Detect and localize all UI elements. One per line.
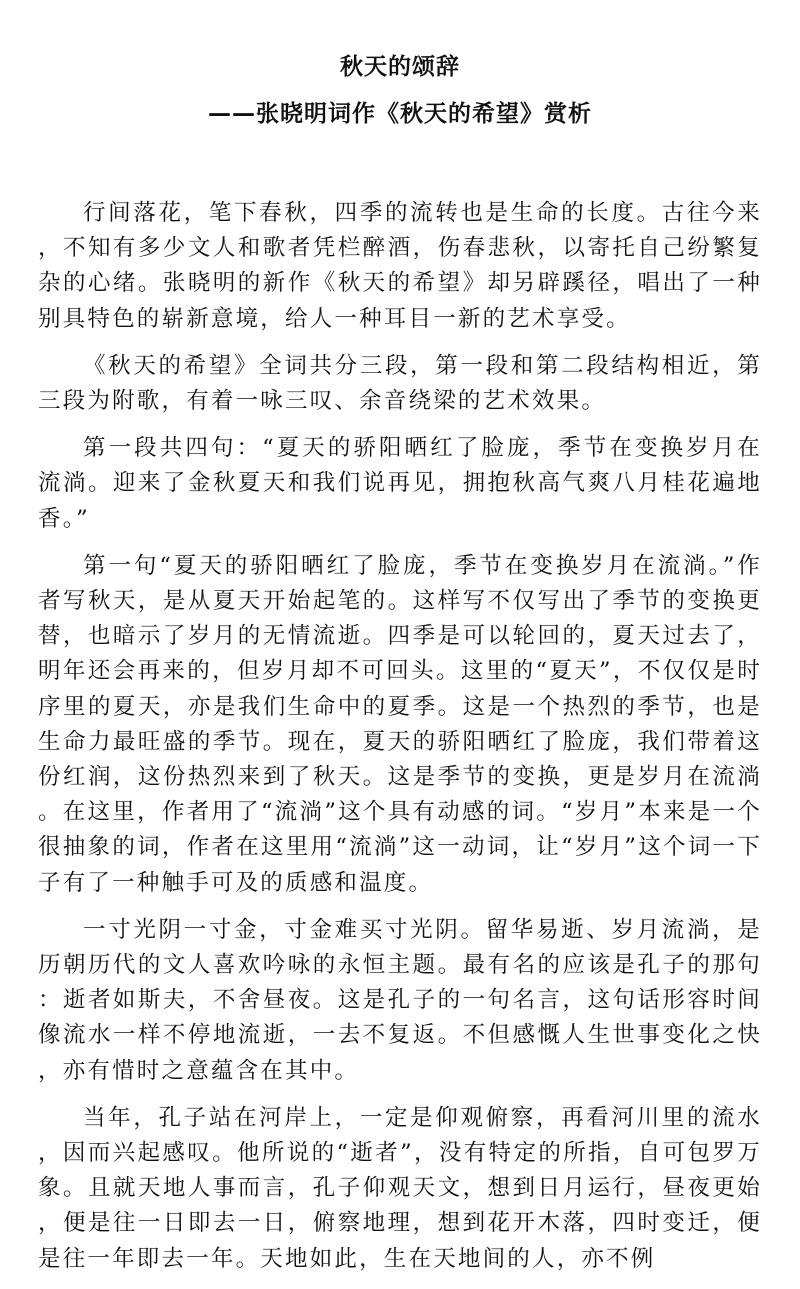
paragraph-3: 第一段共四句：“夏天的骄阳晒红了脸庞，季节在变换岁月在流淌。迎来了金秋夏天和我们说再见，拥抱秋高气爽八月桂花遍地香。” bbox=[38, 435, 762, 532]
paragraph-6: 当年，孔子站在河岸上，一定是仰观俯察，再看河川里的流水，因而兴起感叹。他所说的“逝者”，没有特定的所指，自可包罗万象。且就天地人事而言，孔子仰观天文，想到日月运行，昼夜更始，便是往一日即去一日，俯察地理，想到花开木落，四时变迁，便是往一年即去一年。天地如此，生在天地间的人，亦不例 bbox=[38, 1104, 762, 1272]
paragraph-4: 第一句“夏天的骄阳晒红了脸庞，季节在变换岁月在流淌。”作者写秋天，是从夏天开始起笔的。这样写不仅写出了季节的变换更替，也暗示了岁月的无情流逝。四季是可以轮回的，夏天过去了，明年还会再来的，但岁月却不可回头。这里的“夏天”，不仅仅是时序里的夏天，亦是我们生命中的夏季。这是一个热烈的季节，也是生命力最旺盛的季节。现在，夏天的骄阳晒红了脸庞，我们带着这份红润，这份热烈来到了秋天。这是季节的变换，更是岁月在流淌。在这里，作者用了“流淌”这个具有动感的词。“岁月”本来是一个很抽象的词，作者在这里用“流淌”这一动词，让“岁月”这个词一下子有了一种触手可及的质感和温度。 bbox=[38, 552, 762, 896]
article-subtitle: ——张晓明词作《秋天的希望》赏析 bbox=[208, 101, 592, 127]
article-title: 秋天的颂辞 bbox=[340, 54, 460, 80]
paragraph-5: 一寸光阴一寸金，寸金难买寸光阴。留华易逝、岁月流淌，是历朝历代的文人喜欢吟咏的永恒主题。最有名的应该是孔子的那句：逝者如斯夫，不舍昼夜。这是孔子的一句名言，这句话形容时间像流水一样不停地流逝，一去不复返。不但感慨人生世事变化之快，亦有惜时之意蕴含在其中。 bbox=[38, 916, 762, 1084]
paragraph-1: 行间落花，笔下春秋，四季的流转也是生命的长度。古往今来，不知有多少文人和歌者凭栏醉酒，伤春悲秋，以寄托自己纷繁复杂的心绪。张晓明的新作《秋天的希望》却另辟蹊径，唱出了一种别具特色的崭新意境，给人一种耳目一新的艺术享受。 bbox=[38, 200, 762, 332]
article-body bbox=[38, 196, 762, 1289]
paragraph-2: 《秋天的希望》全词共分三段，第一段和第二段结构相近，第三段为附歌，有着一咏三叹、余音绕梁的艺术效果。 bbox=[38, 352, 762, 415]
